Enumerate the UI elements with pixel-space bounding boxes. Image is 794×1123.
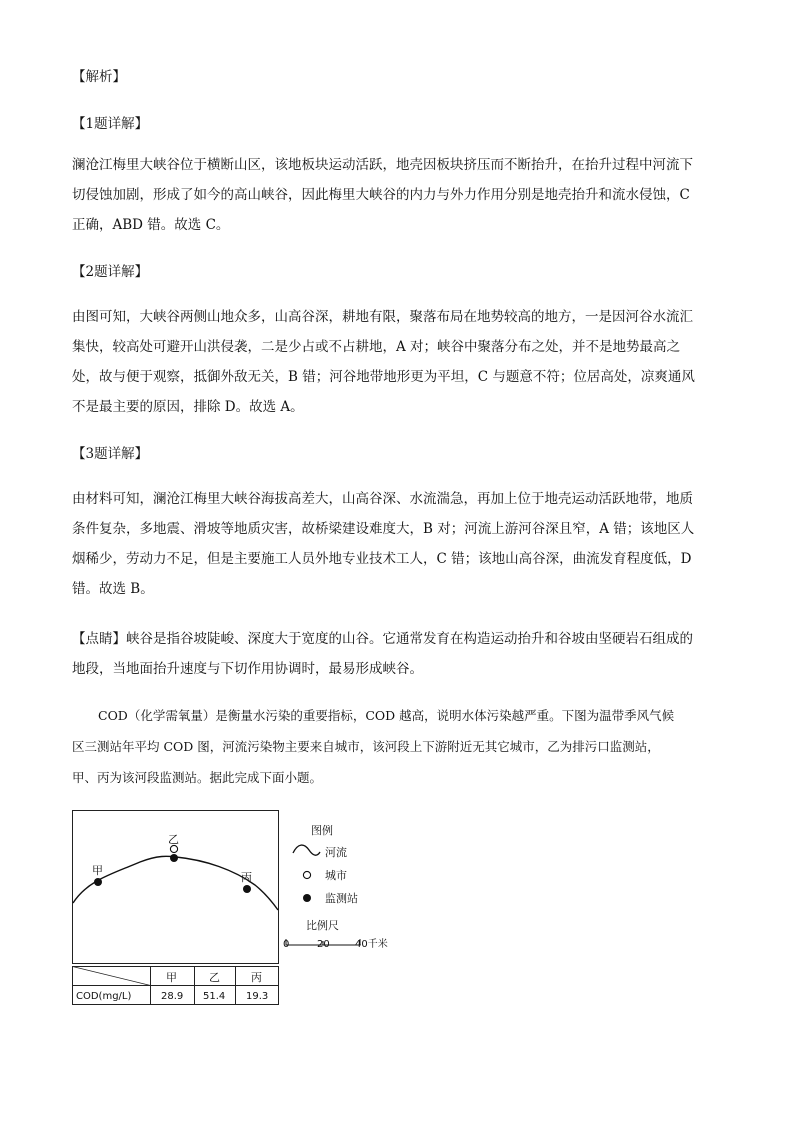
scale-tick-20: 20 [317,939,330,950]
station-yi-label: 乙 [168,833,179,846]
analysis-heading: 【解析】 [72,69,126,85]
legend-city-icon [303,871,310,878]
q1-line: 正确，ABD 错。故选 C。 [72,217,230,233]
scale-tick-0: 0 [283,939,290,950]
q1-line: 澜沧江梅里大峡谷位于横断山区，该地板块运动活跃，地壳因板块挤压而不断抬升，在抬升过程中河流下 [72,157,693,173]
q3-line: 由材料可知，澜沧江梅里大峡谷海拔高差大，山高谷深、水流湍急，再加上位于地壳运动活跃地带，地质 [72,491,693,507]
table-value-jia: 28.9 [161,991,184,1002]
question-line: COD（化学需氧量）是衡量水污染的重要指标，COD 越高，说明水体污染越严重。下图为温带季风气候 [98,708,675,723]
station-bing-marker [243,885,251,893]
q2-line: 集快，较高处可避开山洪侵袭，二是少占或不占耕地，A 对；峡谷中聚落分布之处，并不是地势最高之 [72,339,681,355]
table-value-bing: 19.3 [246,991,269,1002]
legend-river-label: 河流 [325,846,347,859]
table-header-bing: 丙 [251,971,262,984]
tip-line-2: 地段，当地面抬升速度与下切作用协调时，最易形成峡谷。 [72,661,423,677]
scale-title: 比例尺 [306,919,339,932]
legend-station-label: 监测站 [325,892,358,905]
legend-river-icon [293,845,320,855]
q2-line: 由图可知，大峡谷两侧山地众多，山高谷深，耕地有限，聚落布局在地势较高的地方，一是因河谷水流汇 [72,309,693,325]
q3-line: 条件复杂，多地震、滑坡等地质灾害，故桥梁建设难度大，B 对；河流上游河谷深且窄，A 错；该地区人 [72,521,695,537]
q2-line: 不是最主要的原因，排除 D。故选 A。 [72,399,304,415]
legend-title: 图例 [311,824,333,837]
table-header-jia: 甲 [166,971,177,984]
question-line: 甲、丙为该河段监测站。据此完成下面小题。 [72,770,323,785]
tip-line-1: 【点睛】峡谷是指谷坡陡峻、深度大于宽度的山谷。它通常发育在构造运动抬升和谷坡由坚硬岩石组成的 [72,631,693,647]
q3-line: 错。故选 B。 [72,581,154,597]
table-diagonal [73,967,151,986]
city-marker [170,845,177,852]
table-header-yi: 乙 [209,971,220,984]
cod-table [73,967,279,1005]
station-jia-marker [94,878,102,886]
table-row-label: COD(mg/L) [76,991,132,1002]
q1-heading: 【1题详解】 [72,116,149,132]
legend-city-label: 城市 [325,869,347,882]
q3-heading: 【3题详解】 [72,446,149,462]
legend-station-icon [303,894,311,902]
q2-heading: 【2题详解】 [72,264,149,280]
tip-label: 【点睛】 [72,631,126,647]
station-yi-marker [170,854,178,862]
scale-tick-40: 40千米 [355,939,388,950]
q1-line: 切侵蚀加剧，形成了如今的高山峡谷，因此梅里大峡谷的内力与外力作用分别是地壳抬升和流水侵蚀，C [72,187,690,203]
question-line: 区三测站年平均 COD 图，河流污染物主要来自城市，该河段上下游附近无其它城市，乙为排污口监测站， [72,739,660,754]
q2-line: 处，故与便于观察，抵御外敌无关，B 错；河谷地带地形更为平坦，C 与题意不符；位居高处，凉爽通风 [72,369,695,385]
station-jia-label: 甲 [92,864,103,877]
table-value-yi: 51.4 [203,991,226,1002]
q3-line: 烟稀少，劳动力不足，但是主要施工人员外地专业技术工人，C 错；该地山高谷深，曲流发育程度低，D [72,551,692,567]
station-bing-label: 丙 [241,871,252,884]
